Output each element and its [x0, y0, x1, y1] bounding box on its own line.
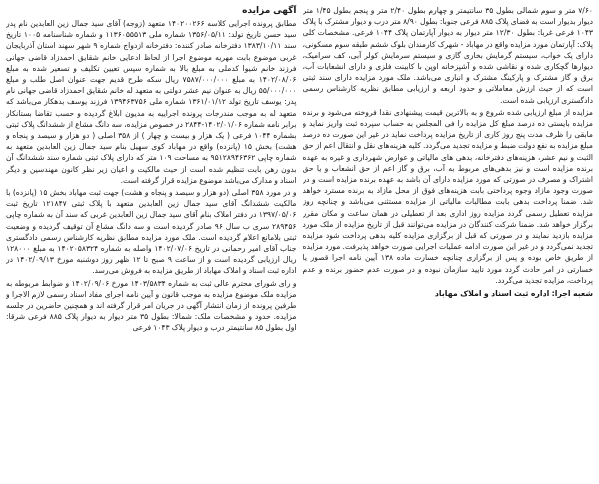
notice-left-column	[303, 5, 594, 480]
notice-paragraph: و در مورد ۳۵۸ اصلی (دو هزار و سیصد و پنجاه و هشت) جهت ثبت مهاباد بخش ۱۵ (پانزده) با مالکیت ششدانگ آقای سید جمال زین العابدین متعهد با پلاک ثبتی ۱۲۱۸۴۷ تاریخ ثبت ۱۳۹۷/۰۵/۰۶ در دفتر املاک بنام آقای سید جمال زین العابدین غربی که سند آن به شماره چاپی ۲۸۹۴۵۶ سری ب سال ۹۶ صادر گردیده است و سه دانگ مشاع آن توقیف گردیده و وضعیت ثبتی بلامانع اعلام گردیده است. ملک مورد مزایده مطابق نظریه کارشناس رسمی دادگستری جناب آقای امیر رحمانی در تاریخ ۱۴۰۲/۰۷/۰۶ واصله به شماره ۱۴۰۲۰۵۸۳۲۴ به مبلغ ۱۲۸۰۰۰ ریال ارزیابی گردیده است و از ساعت ۹ صبح تا ۱۲ ظهر روز دوشنبه مورخ ۱۴۰۲/۰۹/۱۳ در اداره ثبت اسناد و املاک مهاباد از طریق مزایده به فروش می‌رسد.	[6, 188, 297, 276]
notice-paragraph: مزایده از مبلغ ارزیابی شده شروع و به بالاترین قیمت پیشنهادی نقدا فروخته می‌شود و برنده مزایده بایستی ده درصد مبلغ کل مزایده را فی المجلس به حساب سپرده ثبت واریز نماید و مابقی را ظرف مدت پنج روز کاری از تاریخ مزایده پرداخت نماید در غیر این صورت ده درصد مبلغ مزایده به نفع دولت ضبط و مزایده تجدید می‌گردد. کلیه هزینه‌های نقل و انتقال اعم از حق الثبت و نیم عشر، هزینه‌های دفترخانه، بدهی های مالیاتی و عوارض شهرداری و غیره به عهده برنده مزایده است و نیز بدهی‌های مربوط به آب، برق و گاز اعم از حق انشعاب و یا حق اشتراک و مصرف در صورتی که مورد مزایده دارای آن باشد به عهده برنده مزایده است و در صورت وجود مازاد وجوه پرداختی بابت هزینه‌های فوق از محل مازاد به برنده مسترد خواهد شد. ضمنا پرداخت بدهی بابت مطالبات مالیاتی از مزایده مستثنی می‌باشد و چنانچه روز مزایده تعطیل رسمی گردد مزایده روز اداری بعد از تعطیلی در همان ساعت و مکان مقرر برگزار خواهد شد. ضمنا شرکت کنندگان در مزایده می‌توانند قبل از تاریخ مزایده از ملک مورد مزایده بازدید نمایند و در صورتی که قبل از برگزاری مزایده کلیه بدهی پرداخت شود مزایده تجدید نمی‌گردد و در غیر این صورت ادامه عملیات اجرایی صورت خواهد پذیرفت. مورد مزایده از طریق خاص بوده و پس از برگزاری چنانچه خسارت ماده ۱۳۸ آیین نامه اجرا قصور یا خسارتی در امر حادث گردد مورد تایید سازمان نبوده و در صورت عدم حضور برنده و عدم پرداخت، مزایده تجدید می‌گردد.	[302, 107, 593, 285]
notice-right-column	[6, 5, 297, 480]
notice-signature: شعبه اجرا: اداره ثبت اسناد و املاک مهاباد	[434, 289, 593, 299]
notice-paragraph: مطابق پرونده اجرایی کلاسه ۱۴۰۲۰۰۲۶۶ متعهد (زوجه) آقای سید جمال زین العابدین نام پدر سید حسن تاریخ تولد: ۱۳۵۶/۰۵/۱۱ شماره ملی ۱۱۳۶۰۵۵۵۱۳ و شماره شناسنامه ۱۰۰۵ تاریخ سند ۱۳۸۳/۱۰/۱۱ دفترخانه صادر کننده: دفترخانه ازدواج شماره ۹ شهر سهند استان آذربایجان غربی موضوع بابت مهریه موضوع اجرا از لحاظ ادعایی خانم شقایق احمدزاد قاضی جهانی فرزند خانم شیوا کدملی به مبلغ بالا به شماره سپس تعیین تکلیف و تسعیر شده به مبلغ ۱۴۰۲/۰۸/۰۶ به مبلغ ۷۵۸۷/۰۰۰/۰۰۰ ریال سکه طرح قدیم جهت عنوان اصل طلب و مبلغ ۵۵/۰۰۰/۰۰۰ ریال به عنوان نیم عشر دولتی به متعهد له خانم شقایق احمدزاد قاضی جهانی نام پدر: یوسف تاریخ تولد ۱۳۶۱/۰۱/۱۲ شماره ملی ۱۳۹۴۶۳۷۵۶ فرزند یوسف بدهکار می‌باشد که متعهد له به موجب مندرجات پرونده اجراییه به مدیون ابلاغ گردیده و حسب تقاضا بستانکار برابر نامه شماره ۱۴۰۲/۰۱/۰۶-۲۸۴۴ در خصوص مزایده، سه دانگ مشاع از ششدانگ پلاک ثبتی بشماره ۱۰۴۴ فرعی ( یک هزار و بیست و چهار ) از ۳۵۸ اصلی ( دو هزار و سیصد و پنجاه و هشت) بخش ۱۵ (پانزده) واقع در مهاباد کوی سهیل بنام سید جمال زین العابدین متعهد به شماره چاپی ۹۵۱۲۸۹۴۶۳۶۲ به مساحت ۱۰۹ متر که دارای پلاک ثبتی شماره سند ششدانگ آن بدون رهن بابت تنظیم شده است از حیث مالکیت و اعیان زیر نظر کانون مهندسین و دیگر اسناد و مدارک می‌باشد موضوع مزایده قرار گرفته است.	[6, 19, 297, 185]
notice-paragraph: ۷/۶۰ متر و سوم شمالی بطول ۳۵ سانتیمتر و چهارم بطول ۲/۴۰ متر و پنجم بطول ۱/۴۵ متر دیوار بدیوار است به فضای پلاک ۸۸۵ فرعی جنوبا: بطول ۸/۹۰ متر درب و دیوار مشترک با پلاک ۱۰۴۳ فرعی غربا: بطول ۱۲/۳۰ متر دیوار به دیوار آپارتمان پلاک ۱۰۴۴ فرعی. مشخصات کلی پلاک: آپارتمان مورد مزایده واقع در مهاباد - شهرک کارمندان بلوک ششم طبقه سوم مسکونی، دارای یک خواب، سیستم گرمایش بخاری گازی و سیستم سرمایش کولر آبی، کف سرامیک، دیوارها گچکاری شده و نقاشی شده و آشپزخانه اوپن با کابینت فلزی و دارای انشعابات آب، برق و گاز مشترک و پارکینگ مشترک و انباری می‌باشد. ملک مورد مزایده دارای سند ثبتی است که از حیث ارزش معاملاتی و حدود اربعه و ارزیابی مطابق نظریه کارشناس رسمی دادگستری ارزیابی شده است.	[302, 6, 593, 105]
notice-title: آگهی مزایده	[242, 6, 297, 16]
notice-paragraph: و رای شورای محترم عالی ثبت به شماره ۱۴۰۳/۵۸۳۴ مورخ ۱۴۰۲/۰۹/۰۶ و ضوابط مربوطه به مزایده ملک موضوع مزایده به موجب قانون و آیین نامه اجرای مفاد اسناد رسمی لازم الاجرا و طرفین پرونده از زمان انتشار آگهی در جریان امر قرار گرفته اند و همچنین حاضرین در جلسه مزایده. حدود و مشخصات ملک: شمالا: بطول ۳۵ متر دیوار به دیوار پلاک ۸۸۵ فرعی شرقا: اول بطول ۸۵ سانتیمتر درب و دیوار پلاک ۱۰۴۳ فرعی	[6, 278, 297, 333]
